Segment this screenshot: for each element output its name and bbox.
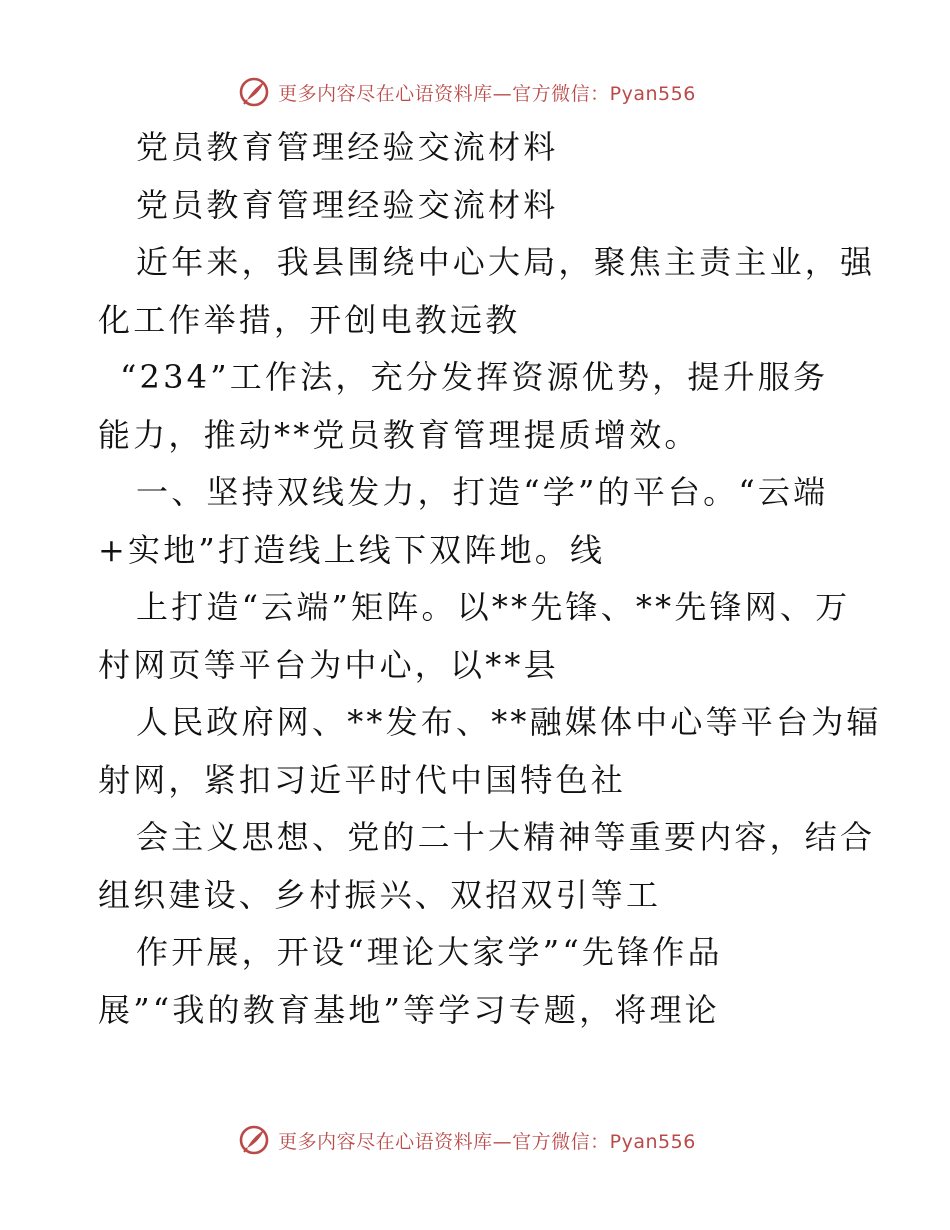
document-title: 党员教育管理经验交流材料 xyxy=(136,128,559,166)
header-watermark xyxy=(0,70,950,114)
paragraph-line: 能力，推动**党员教育管理提质增效。 xyxy=(98,415,700,454)
paragraph-line: 会主义思想、党的二十大精神等重要内容，结合 xyxy=(136,818,876,856)
paragraph-line: 近年来，我县围绕中心大局，聚焦主责主业，强 xyxy=(136,243,876,281)
document-subtitle: 党员教育管理经验交流材料 xyxy=(136,185,559,224)
paragraph-line: 人民政府网、**发布、**融媒体中心等平台为辐 xyxy=(136,703,882,741)
paragraph-line: 村网页等平台为中心，以**县 xyxy=(98,645,559,684)
paragraph-line: 作开展，开设“理论大家学”“先锋作品 xyxy=(136,933,723,971)
footer-watermark xyxy=(0,1118,950,1162)
paragraph-line: 上打造“云端”矩阵。以**先锋、**先锋网、万 xyxy=(136,588,851,626)
paragraph-line: 化工作举措，开创电教远教 xyxy=(98,300,521,339)
feather-pen-icon xyxy=(238,76,270,108)
document-body xyxy=(98,119,882,1039)
paragraph-line: “234”工作法，充分发挥资源优势，提升服务 xyxy=(120,358,829,396)
watermark-text: 更多内容尽在心语资料库—官方微信：Pyan556 xyxy=(278,82,696,105)
feather-pen-icon xyxy=(238,1124,270,1156)
paragraph-line: 展”“我的教育基地”等学习专题，将理论 xyxy=(98,990,720,1029)
section-heading-line: 一、坚持双线发力，打造“学”的平台。“云端 xyxy=(136,473,829,511)
paragraph-line: +实地”打造线上线下双阵地。线 xyxy=(98,530,606,569)
watermark-text: 更多内容尽在心语资料库—官方微信：Pyan556 xyxy=(278,1130,696,1153)
paragraph-line: 射网，紧扣习近平时代中国特色社 xyxy=(98,760,627,799)
paragraph-line: 组织建设、乡村振兴、双招双引等工 xyxy=(98,875,662,914)
